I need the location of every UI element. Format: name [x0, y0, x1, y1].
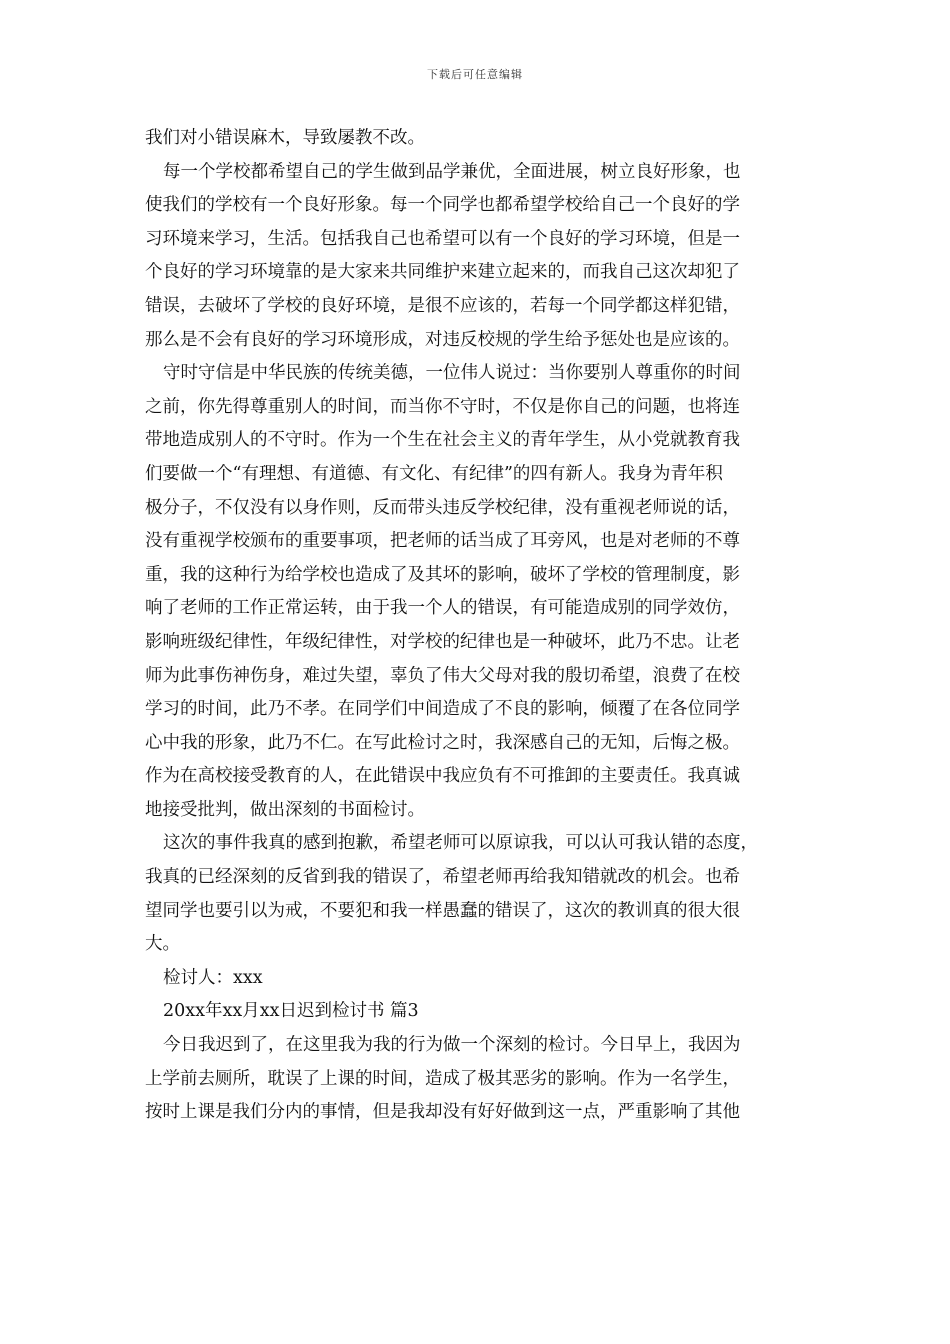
text-line: 师为此事伤神伤身，难过失望，辜负了伟大父母对我的殷切希望，浪费了在校	[145, 665, 740, 686]
text-line: 作为在高校接受教育的人，在此错误中我应负有不可推卸的主要责任。我真诚	[145, 766, 740, 787]
text-line: 习环境来学习，生活。包括我自己也希望可以有一个良好的学习环境，但是一	[145, 228, 740, 249]
text-line: 检讨人：xxx	[163, 967, 263, 988]
text-line: 极分子，不仅没有以身作则，反而带头违反学校纪律，没有重视老师说的话，	[145, 497, 740, 518]
text-line: 们要做一个“有理想、有道德、有文化、有纪律”的四有新人。我身为青年积	[145, 463, 723, 484]
text-line: 我们对小错误麻木，导致屡教不改。	[145, 128, 425, 148]
text-line: 使我们的学校有一个良好形象。每一个同学也都希望学校给自己一个良好的学	[145, 195, 740, 216]
text-line: 个良好的学习环境靠的是大家来共同维护来建立起来的，而我自己这次却犯了	[145, 262, 740, 283]
text-line: 按时上课是我们分内的事情，但是我却没有好好做到这一点，严重影响了其他	[145, 1102, 740, 1123]
text-line: 我真的已经深刻的反省到我的错误了，希望老师再给我知错就改的机会。也希	[145, 867, 740, 888]
text-line: 之前，你先得尊重别人的时间，而当你不守时，不仅是你自己的问题，也将连	[145, 396, 740, 417]
text-line: 每一个学校都希望自己的学生做到品学兼优，全面进展，树立良好形象，也	[163, 161, 741, 182]
text-line: 20xx年xx月xx日迟到检讨书 篇3	[163, 1001, 419, 1022]
text-line: 地接受批判，做出深刻的书面检讨。	[145, 799, 425, 820]
text-line: 没有重视学校颁布的重要事项，把老师的话当成了耳旁风，也是对老师的不尊	[145, 531, 740, 552]
text-line: 错误，去破坏了学校的良好环境，是很不应该的，若每一个同学都这样犯错，	[145, 295, 740, 316]
text-line: 学习的时间，此乃不孝。在同学们中间造成了不良的影响，倾覆了在各位同学	[145, 699, 740, 720]
page-header: 下载后可任意编辑	[427, 68, 523, 81]
text-line: 这次的事件我真的感到抱歉，希望老师可以原谅我，可以认可我认错的态度，	[163, 833, 758, 854]
text-line: 带地造成别人的不守时。作为一个生在社会主义的青年学生，从小党就教育我	[145, 430, 740, 451]
text-line: 响了老师的工作正常运转，由于我一个人的错误，有可能造成别的同学效仿，	[145, 598, 740, 619]
text-line: 影响班级纪律性，年级纪律性，对学校的纪律也是一种破坏，此乃不忠。让老	[145, 631, 740, 652]
text-line: 守时守信是中华民族的传统美德，一位伟人说过：当你要别人尊重你的时间	[163, 363, 741, 384]
document-body	[145, 122, 810, 1130]
text-line: 今日我迟到了，在这里我为我的行为做一个深刻的检讨。今日早上，我因为	[163, 1035, 741, 1056]
text-line: 大。	[145, 934, 180, 955]
text-line: 那么是不会有良好的学习环境形成，对违反校规的学生给予惩处也是应该的。	[145, 329, 740, 350]
text-line: 上学前去厕所，耽误了上课的时间，造成了极其恶劣的影响。作为一名学生，	[145, 1068, 740, 1089]
text-line: 重，我的这种行为给学校也造成了及其坏的影响，破坏了学校的管理制度，影	[145, 564, 740, 585]
text-line: 心中我的形象，此乃不仁。在写此检讨之时，我深感自己的无知，后悔之极。	[145, 732, 740, 753]
text-line: 望同学也要引以为戒，不要犯和我一样愚蠢的错误了，这次的教训真的很大很	[145, 900, 740, 921]
